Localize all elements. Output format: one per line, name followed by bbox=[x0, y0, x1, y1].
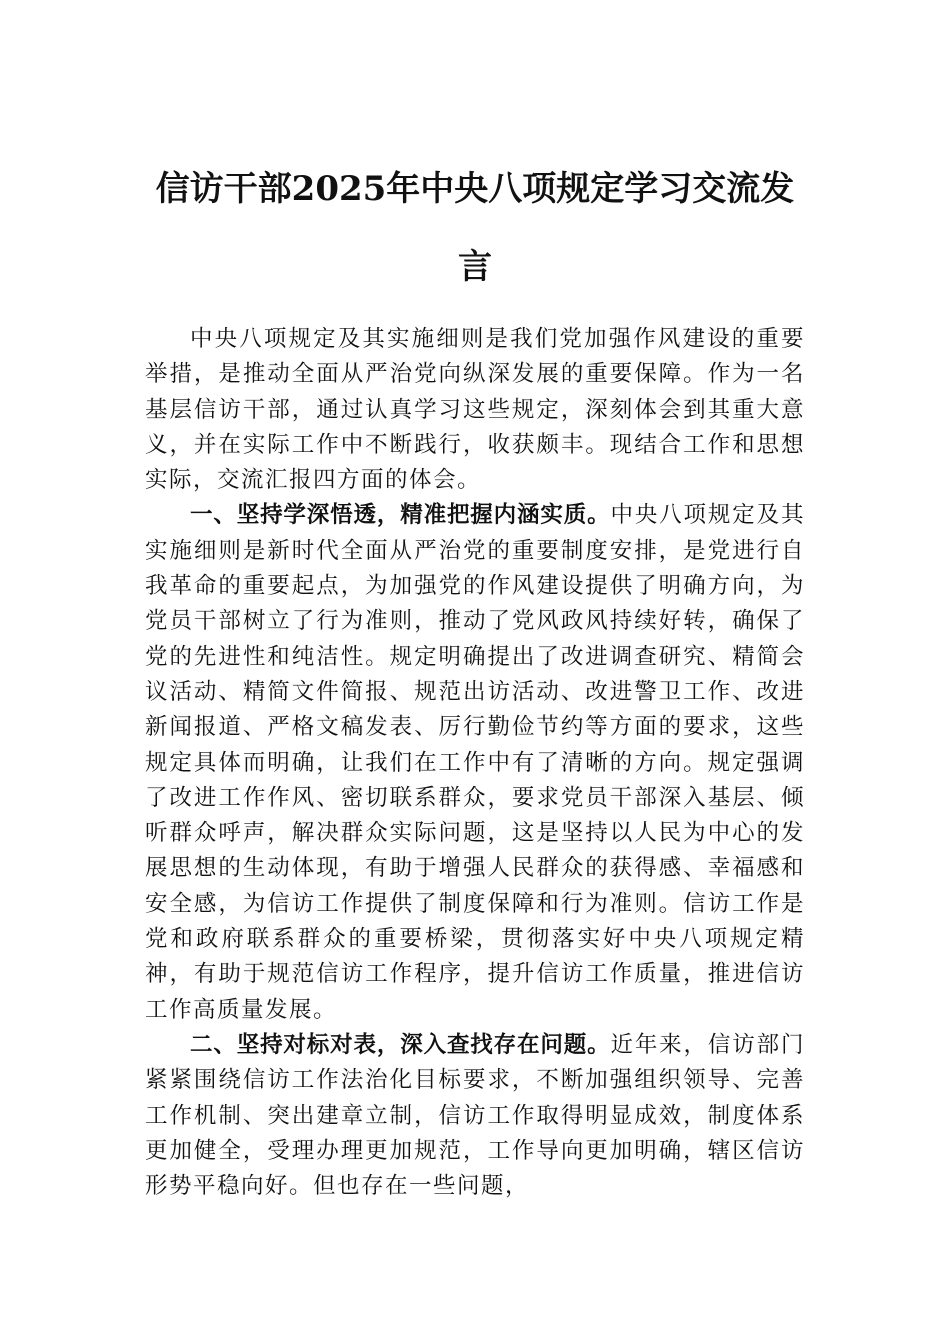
document-title: 信访干部2025年中央八项规定学习交流发言 bbox=[155, 169, 795, 287]
paragraph-section-2 bbox=[145, 1028, 805, 1204]
paragraph-text: 中央八项规定及其实施细则是新时代全面从严治党的重要制度安排，是党进行自我革命的重要起点，为加强党的作风建设提供了明确方向，为党员干部树立了行为准则，推动了党风政风持续好转，确保了党的先进性和纯洁性。规定明确提出了改进调查研究、精简会议活动、精简文件简报、规范出访活动、改进警卫工作、改进新闻报道、严格文稿发表、厉行勤俭节约等方面的要求，这些规定具体而明确，让我们在工作中有了清晰的方向。规定强调了改进工作作风、密切联系群众，要求党员干部深入基层、倾听群众呼声，解决群众实际问题，这是坚持以人民为中心的发展思想的生动体现，有助于增强人民群众的获得感、幸福感和安全感，为信访工作提供了制度保障和行为准则。信访工作是党和政府联系群众的重要桥梁，贯彻落实好中央八项规定精神，有助于规范信访工作程序，提升信访工作质量，推进信访工作高质量发展。 bbox=[145, 502, 805, 1023]
paragraph-intro bbox=[145, 322, 805, 498]
paragraph-text: 近年来，信访部门紧紧围绕信访工作法治化目标要求，不断加强组织领导、完善工作机制、突出建章立制，信访工作取得明显成效，制度体系更加健全，受理办理更加规范，工作导向更加明确，辖区信访形势平稳向好。但也存在一些问题， bbox=[145, 1031, 805, 1200]
paragraph-text: 中央八项规定及其实施细则是我们党加强作风建设的重要举措，是推动全面从严治党向纵深发展的重要保障。作为一名基层信访干部，通过认真学习这些规定，深刻体会到其重大意义，并在实际工作中不断践行，收获颇丰。现结合工作和思想实际，交流汇报四方面的体会。 bbox=[145, 326, 805, 494]
paragraph-section-1 bbox=[145, 498, 805, 1027]
document-body bbox=[145, 322, 805, 1204]
section-heading: 二、坚持对标对表，深入查找存在问题。 bbox=[190, 1031, 611, 1058]
section-heading: 一、坚持学深悟透，精准把握内涵实质。 bbox=[190, 502, 611, 529]
